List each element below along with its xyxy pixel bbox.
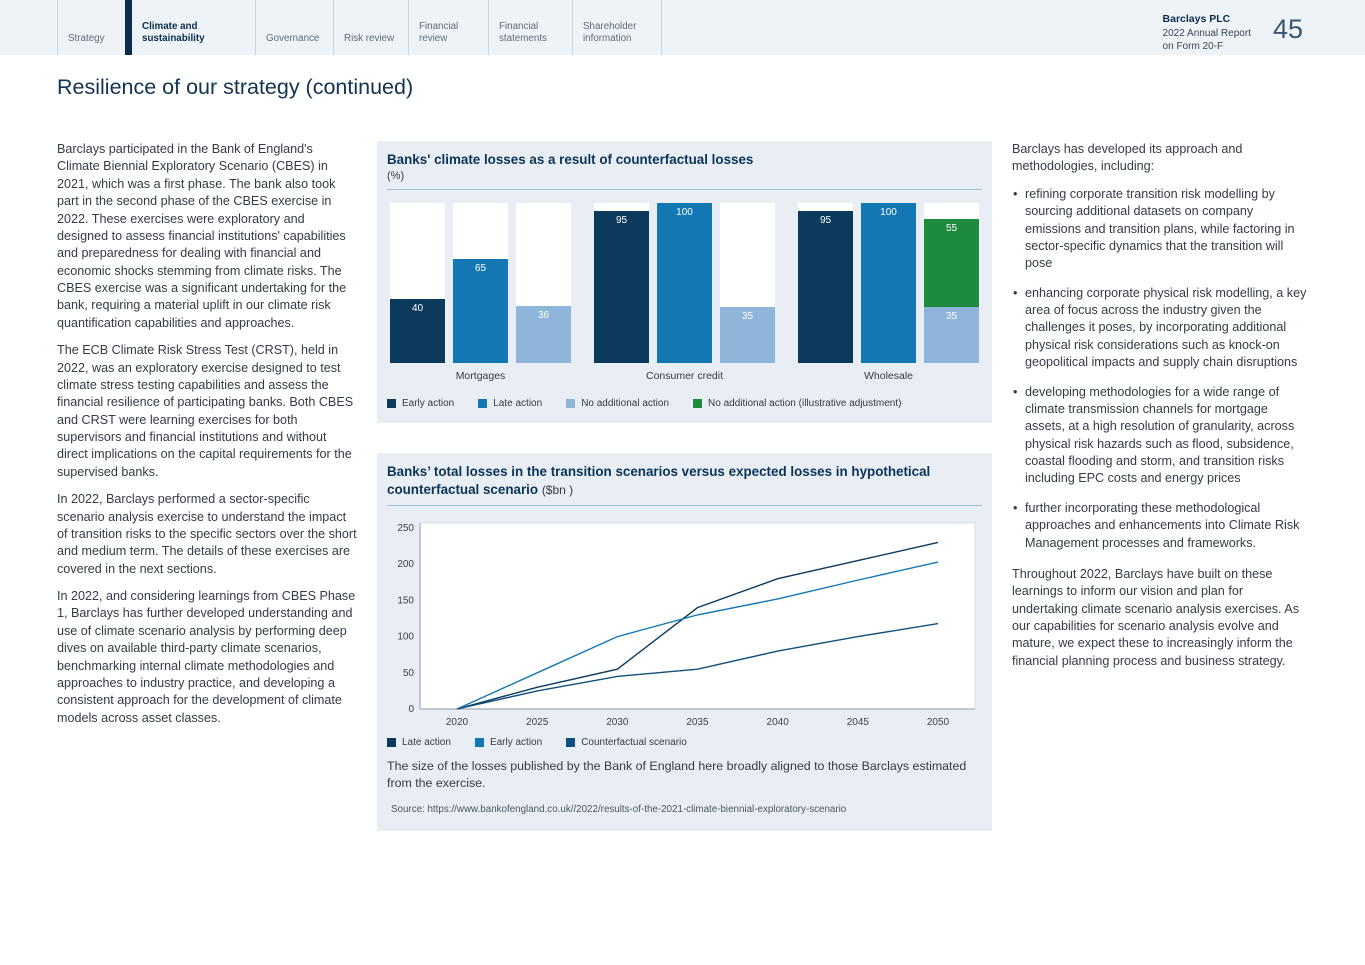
line-chart-caption: The size of the losses published by the Bank of England here broadly aligned to those Barclays estimated from the exercise.: [387, 759, 967, 791]
legend-swatch-icon: [566, 399, 575, 408]
bar-no-additional-action: [924, 307, 979, 363]
bar-illustrative-adjustment: [924, 219, 979, 307]
bar-slot: [924, 203, 979, 363]
tab-governance[interactable]: [255, 0, 333, 55]
legend-item-early-action: [387, 398, 454, 409]
top-navigation: [0, 0, 1365, 55]
tab-financial-review[interactable]: [408, 0, 488, 55]
bar-value-label: 100: [676, 207, 693, 219]
legend-item-no-additional-action: [566, 398, 669, 409]
legend-label: Late action: [402, 737, 451, 749]
bar-late-action: [657, 203, 712, 363]
legend-label: Late action: [493, 398, 543, 410]
bar-chart-legend: [387, 398, 982, 409]
svg-text:2050: 2050: [926, 717, 950, 728]
bar-slot: [657, 203, 712, 363]
methodology-intro: Barclays has developed its approach and methodologies, including:: [1012, 142, 1243, 174]
brand-report-line: 2022 Annual Report: [1162, 27, 1251, 39]
legend-item-illustrative-adjustment: [693, 398, 901, 409]
category-label-wholesale: Wholesale: [863, 370, 914, 383]
svg-text:2040: 2040: [766, 717, 789, 728]
legend-label: No additional action (illustrative adjustment): [708, 398, 902, 410]
bar-group-mortgages: [390, 203, 571, 363]
bar-no-additional-action: [720, 307, 775, 363]
bar-value-label: 100: [880, 207, 897, 219]
tab-label: Risk review: [344, 33, 395, 45]
bullet-item: • further incorporating these methodological approaches and enhancements into Climate Risk Management processes and frameworks.: [1012, 500, 1308, 552]
legend-label: Early action: [489, 737, 543, 749]
svg-text:2020: 2020: [445, 717, 469, 728]
bar-late-action: [453, 259, 508, 363]
legend-swatch-icon: [475, 738, 484, 747]
svg-text:0: 0: [408, 704, 414, 716]
category-label-consumer-credit: Consumer credit: [645, 370, 724, 383]
body-paragraph: In 2022, and considering learnings from CBES Phase 1, Barclays has further developed understanding and use of climate scenario analysis by performing deep dives on available third-party climate scenarios, benchmarking internal climate methodologies and approaches to industry practice, and developing a consistent approach for the development of climate models across asset classes.: [57, 589, 356, 725]
bar-chart-title: Banks' climate losses as a result of counterfactual losses: [387, 152, 754, 167]
bar-early-action: [594, 211, 649, 363]
line-chart-plot: [387, 519, 982, 727]
brand-form-line: on Form 20-F: [1162, 40, 1224, 52]
legend-swatch-icon: [387, 738, 396, 747]
bar-chart-plot: [387, 203, 982, 363]
body-paragraph: The ECB Climate Risk Stress Test (CRST), held in 2022, was an exploratory exercise designed to test climate stress testing capabilities and assess the financial resilience of participating banks. Both CBES and CRST were learning exercises for both supervisors and financial institutions and without direct implications on the capital requirements for the supervised banks.: [57, 343, 354, 479]
legend-swatch-icon: [478, 399, 487, 408]
legend-label: No additional action: [581, 398, 670, 410]
bar-group-consumer-credit: [594, 203, 775, 363]
line-chart-legend: [387, 737, 982, 748]
bar-slot: [594, 203, 649, 363]
bullet-item: • enhancing corporate physical risk modelling, a key area of focus across the industry given the challenges it poses, by incorporating additional physical risk considerations such as knock-on geopolitical impacts and supply chain disruptions: [1012, 285, 1308, 372]
bullet-item: • developing methodologies for a wide range of climate transmission channels for mortgage assets, at a high resolution of granularity, across physical risk hazards such as flood, subsidence, coastal flooding and storm, and transition risks including EPC costs and energy prices: [1012, 384, 1308, 488]
tab-label: Strategy: [68, 33, 105, 45]
methodology-bullet-list: [1012, 186, 1308, 552]
page-number: 45: [1272, 14, 1303, 44]
bar-slot: [861, 203, 916, 363]
legend-swatch-icon: [693, 399, 702, 408]
bar-chart-unit: (%): [387, 170, 405, 183]
tab-label: Governance: [266, 33, 320, 45]
tab-climate-and-sustainability[interactable]: [125, 0, 255, 55]
svg-text:100: 100: [397, 632, 414, 644]
legend-label: Early action: [402, 398, 455, 410]
tab-financial-statements[interactable]: [488, 0, 572, 55]
tab-label: Climate and sustainability: [142, 20, 205, 45]
section-tabs: [57, 0, 662, 55]
body-paragraph: In 2022, Barclays performed a sector-specific scenario analysis exercise to understand the impact of transition risks to the specific sectors over the short and medium term. The details of these exercises are covered in the next sections.: [57, 492, 357, 576]
bar-slot: [390, 203, 445, 363]
bar-value-label: 65: [474, 263, 487, 275]
bar-late-action: [861, 203, 916, 363]
tab-label: Financial statements: [499, 20, 547, 45]
title-divider: [387, 189, 982, 190]
legend-swatch-icon: [566, 738, 575, 747]
bar-early-action: [798, 211, 853, 363]
bar-no-additional-action: [516, 306, 571, 364]
bullet-item: • refining corporate transition risk modelling by sourcing additional datasets on company emissions and transition plans, while factoring in sector-specific dynamics that the transition will pose: [1012, 186, 1308, 273]
bar-chart-category-labels: [387, 370, 982, 382]
bar-value-label: 35: [945, 311, 958, 323]
legend-item-late-action: [478, 398, 542, 409]
report-brand-area: [1163, 0, 1365, 55]
right-text-column: [1012, 141, 1308, 680]
page-title: Resilience of our strategy (continued): [57, 75, 414, 99]
line-chart-panel: [377, 453, 992, 830]
bar-slot: [720, 203, 775, 363]
line-chart-title: [387, 463, 982, 498]
line-chart-unit: ($bn ): [541, 482, 574, 497]
legend-item-late-action: [387, 737, 451, 748]
report-brand: [1163, 13, 1251, 53]
title-divider: [387, 505, 982, 506]
bar-slot: [453, 203, 508, 363]
svg-text:2030: 2030: [606, 717, 629, 728]
source-link[interactable]: Source: https://www.bankofengland.co.uk//2022/results-of-the-2021-climate-biennial-exploratory-scenario: [391, 803, 847, 815]
tab-label: Financial review: [419, 20, 459, 45]
category-label-mortgages: Mortgages: [455, 370, 506, 383]
page-content: [0, 141, 1365, 831]
svg-text:2045: 2045: [846, 717, 869, 728]
body-paragraph: Barclays participated in the Bank of England's Climate Biennial Exploratory Scenario (CBES) in 2021, which was a first phase. The bank also took part in the second phase of the CBES exercise in 2022. These exercises were exploratory and designed to assess financial institutions' capabilities and preparedness for dealing with financial and economic shocks stemming from climate risks. The CBES exercise was a significant undertaking for the bank, requiring a material uplift in our climate risk quantification capabilities and approaches.: [57, 142, 347, 330]
svg-text:250: 250: [397, 523, 414, 535]
left-text-column: [57, 141, 357, 737]
outro-paragraph: Throughout 2022, Barclays have built on these learnings to inform our vision and plan for undertaking climate scenario analysis exercises. As our capabilities for scenario analysis evolve and mature, we expect these to increasingly inform the financial planning process and business strategy.: [1012, 566, 1299, 668]
bar-value-label: 95: [615, 215, 628, 227]
tab-risk-review[interactable]: [333, 0, 408, 55]
bar-chart-panel: [377, 141, 992, 423]
svg-text:150: 150: [397, 595, 414, 607]
brand-name: Barclays PLC: [1162, 13, 1231, 25]
svg-text:2035: 2035: [686, 717, 709, 728]
bar-value-label: 40: [411, 303, 424, 315]
bar-group-wholesale: [798, 203, 979, 363]
legend-item-counterfactual-scenario: [566, 737, 687, 748]
bar-slot: [798, 203, 853, 363]
bar-value-label: 36: [537, 309, 550, 321]
tab-label: Shareholder information: [583, 20, 637, 45]
svg-text:200: 200: [397, 559, 414, 571]
legend-swatch-icon: [387, 399, 396, 408]
tab-strategy[interactable]: [57, 0, 125, 55]
charts-column: [377, 141, 992, 831]
bar-value-label: 55: [945, 223, 958, 235]
legend-item-early-action: [475, 737, 542, 748]
bar-slot: [516, 203, 571, 363]
svg-text:50: 50: [402, 668, 414, 680]
legend-label: Counterfactual scenario: [581, 737, 687, 749]
bar-value-label: 95: [819, 215, 832, 227]
tab-shareholder-information[interactable]: [572, 0, 662, 55]
line-chart-title-text: Banks’ total losses in the transition scenarios versus expected losses in hypothetical counterfactual scenario: [387, 464, 931, 497]
bar-value-label: 35: [741, 311, 754, 323]
bar-early-action: [390, 299, 445, 363]
svg-text:2025: 2025: [526, 717, 549, 728]
